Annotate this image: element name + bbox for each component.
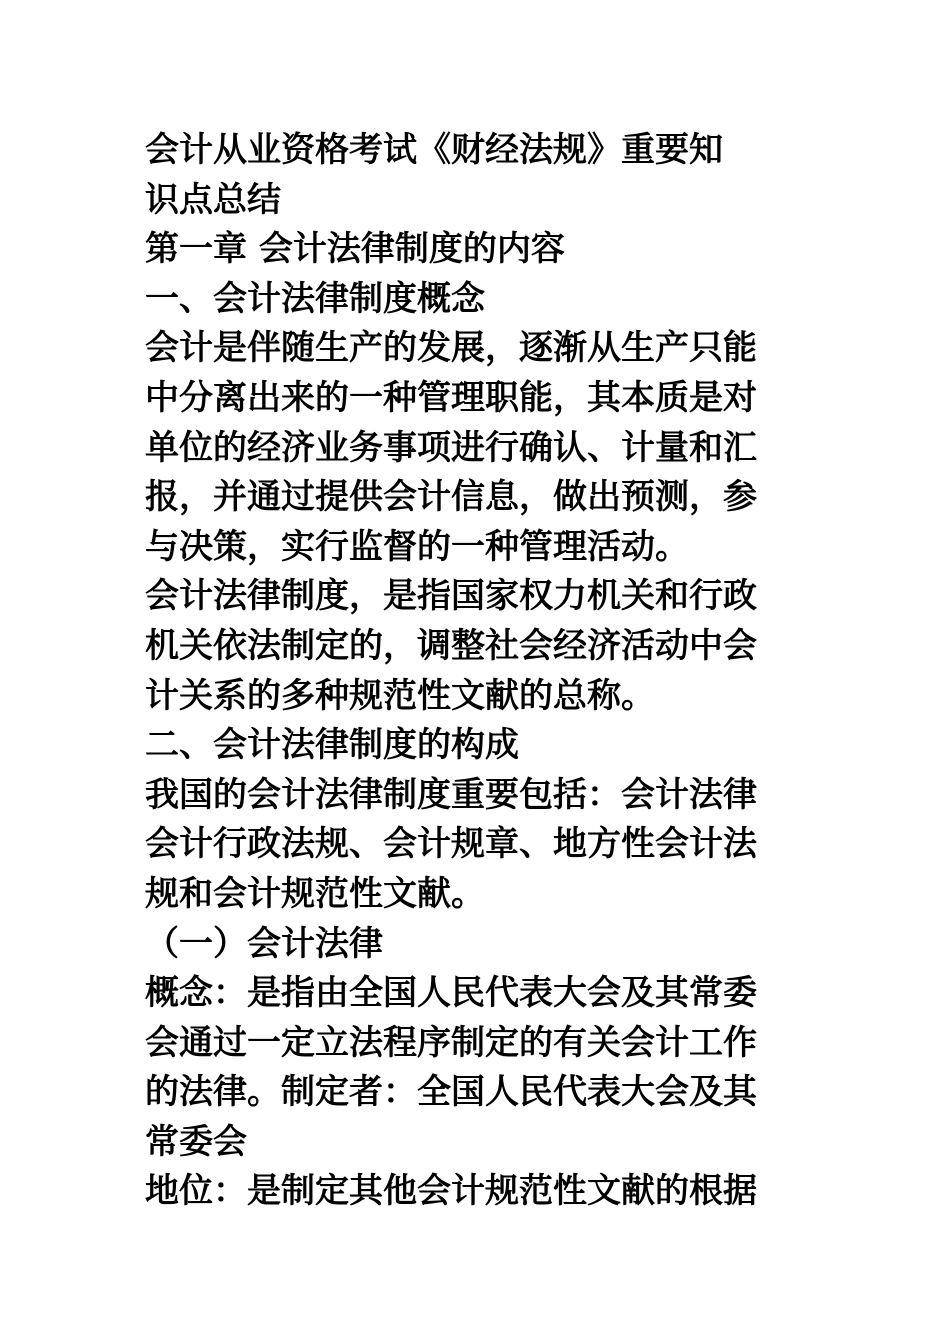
chapter-heading: 第一章 会计法律制度的内容 (145, 229, 565, 270)
paragraph-line: 会计行政法规、会计规章、地方性会计法 (145, 824, 757, 865)
section-heading-structure: 二、会计法律制度的构成 (145, 725, 519, 766)
paragraph-line: 概念：是指由全国人民代表大会及其常委 (145, 973, 757, 1014)
section-heading-concept: 一、会计法律制度概念 (145, 278, 485, 319)
paragraph-line: 会计是伴随生产的发展，逐渐从生产只能 (145, 328, 757, 369)
paragraph-line: 计关系的多种规范性文献的总称。 (145, 675, 655, 716)
document-title-line-1: 会计从业资格考试《财经法规》重要知 (145, 130, 723, 170)
paragraph-line: 中分离出来的一种管理职能，其本质是对 (145, 377, 757, 418)
paragraph-line: 会通过一定立法程序制定的有关会计工作 (145, 1022, 757, 1063)
subsection-heading-accounting-law: （一）会计法律 (145, 923, 383, 964)
document-title-line-2: 识点总结 (145, 179, 281, 220)
paragraph-line: 报，并通过提供会计信息，做出预测，参 (145, 477, 757, 518)
paragraph-line: 常委会 (145, 1121, 247, 1162)
document-page (145, 126, 810, 1217)
paragraph-line: 机关依法制定的，调整社会经济活动中会 (145, 625, 757, 666)
paragraph-line: 会计法律制度，是指国家权力机关和行政 (145, 576, 757, 617)
paragraph-line: 我国的会计法律制度重要包括：会计法律 (145, 774, 757, 815)
paragraph-line: 规和会计规范性文献。 (145, 873, 485, 914)
paragraph-line: 单位的经济业务事项进行确认、计量和汇 (145, 427, 757, 468)
paragraph-line: 与决策，实行监督的一种管理活动。 (145, 526, 689, 567)
paragraph-line: 的法律。制定者：全国人民代表大会及其 (145, 1072, 757, 1113)
paragraph-line: 地位：是制定其他会计规范性文献的根据 (145, 1171, 757, 1212)
